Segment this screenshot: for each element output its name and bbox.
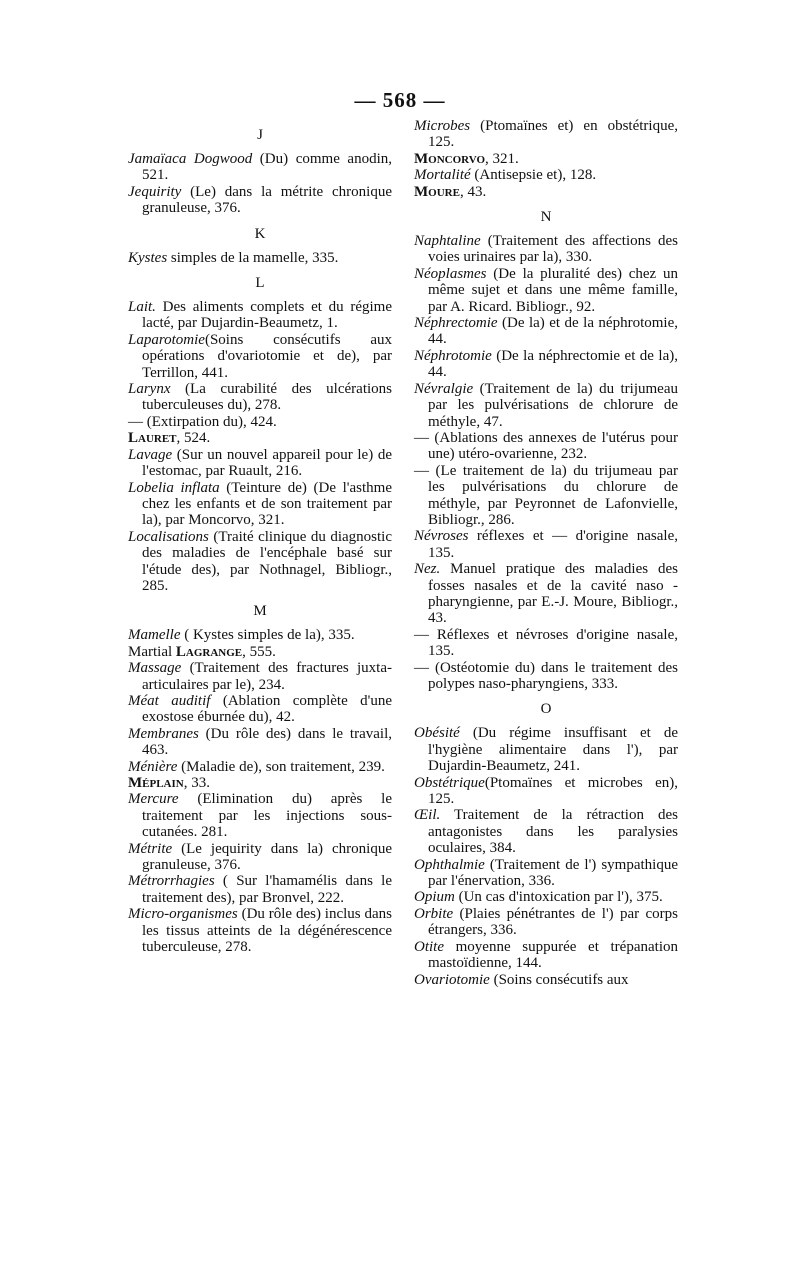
section-letter: O [540,701,552,718]
index-entry [128,906,392,955]
index-entry [128,430,392,446]
entry-text: (Soins consécutifs aux [489,971,629,988]
section-letter: K [254,225,266,242]
entry-text: (Traitement de la) du trijumeau par les pulvérisations de chlorure de méthyle, 47. [428,380,678,430]
entry-text: (Du rôle des) dans le travail, 463. [142,725,392,759]
entry-heading: Otite [414,938,444,955]
entry-text: (Antisepsie et), 128. [470,167,597,184]
entry-text: (Le) dans la métrite chronique granuleuse, 376. [142,183,392,217]
index-entry [414,561,678,627]
index-entry [414,381,678,430]
index-entry [414,889,678,905]
index-entry [414,972,678,988]
index-entry [414,167,678,183]
entry-heading: Kystes [128,249,168,266]
index-entry [414,348,678,381]
entry-text: , 321. [485,150,519,167]
index-entry [128,841,392,874]
section-letter: M [253,603,267,620]
index-entry [414,266,678,315]
entry-heading: Œil. [414,807,441,824]
entry-heading: Néoplasmes [414,265,487,282]
entry-text: — (Extirpation du), 424. [128,413,277,430]
entry-heading: Mercure [128,791,179,808]
entry-heading: Méat auditif [128,692,211,709]
index-entry [128,726,392,759]
entry-text: ( Sur l'hamamélis dans le traitement des), par Bronvel, 222. [142,873,392,906]
index-entry [128,529,392,595]
entry-heading: Orbite [414,905,454,922]
entry-text: (Un cas d'intoxication par l'), 375. [454,889,663,906]
index-entry [414,775,678,808]
entry-text: (Traitement des fractures juxta-articulaires par le), 234. [142,660,392,693]
index-entry [128,447,392,480]
index-entry [414,315,678,348]
entry-heading: Névroses [414,528,469,545]
index-entry [414,725,678,774]
index-entry [128,759,392,775]
entry-author: Lagrange [175,643,243,660]
entry-heading: Micro-organismes [128,906,238,923]
entry-heading: Localisations [128,528,209,545]
entry-heading: Nez. [414,561,441,578]
entry-heading: Lobelia inflata [128,479,220,496]
entry-text: (Ablation complète d'une exostose éburnée du), 42. [142,692,392,726]
entry-author: Moncorvo [414,150,485,167]
index-entry [128,660,392,693]
entry-text: (Du rôle des) inclus dans les tissus atteints de la dégénérescence tuberculeuse, 278. [142,906,392,956]
right-column [414,118,678,988]
entry-text: Traitement de la rétraction des antagonistes dans les paralysies oculaires, 384. [428,807,678,857]
entry-text: ( Kystes simples de la), 335. [180,627,355,644]
index-entry [128,381,392,414]
index-entry [414,627,678,660]
entry-heading: Obésité [414,725,460,742]
index-entry [414,939,678,972]
entry-author: Méplain [128,775,184,791]
entry-heading: Ménière [128,758,178,775]
entry-text: — (Ostéotomie du) dans le traitement des polypes naso-pharyngiens, 333. [414,659,678,692]
entry-text: simples de la mamelle, 335. [167,249,339,266]
entry-author: Lauret [128,430,177,447]
entry-heading: Ophthalmie [414,856,485,873]
entry-text: , 43. [459,183,487,200]
index-entry [128,775,392,791]
entry-heading: Métrite [128,840,173,857]
index-entry [128,480,392,529]
index-entry [414,906,678,939]
entry-text: Des aliments complets et du régime lacté, par Dujardin-Beaumetz, 1. [142,299,392,332]
index-entry [414,857,678,890]
entry-text: — (Ablations des annexes de l'utérus pour une) utéro-ovarienne, 232. [414,429,678,463]
entry-text: (Traitement des affections des voies urinaires par la), 330. [428,233,678,266]
index-entry [414,528,678,561]
entry-text: — Réflexes et névroses d'origine nasale, 135. [414,626,678,660]
entry-heading: Mamelle [128,627,181,644]
entry-text: (Ptomaïnes et microbes en), 125. [428,774,678,808]
entry-heading: Massage [128,660,182,677]
entry-text: , 33. [183,775,210,791]
entry-heading: Néphrectomie [414,315,498,332]
entry-heading: Naphtaline [414,233,481,250]
entry-text: (De la néphrectomie et de la), 44. [428,347,678,381]
index-entry [414,118,678,151]
entry-heading: Larynx [128,381,171,398]
entry-text: (Le jequirity dans la) chronique granuleuse, 376. [142,840,392,874]
section-letter: N [540,209,552,226]
entry-heading: Laparotomie [128,331,205,348]
entry-heading: Métrorrhagies [128,873,215,890]
entry-heading: Microbes [414,118,471,134]
entry-text: (Traitement de l') sympathique par l'énervation, 336. [428,856,678,890]
entry-text: (De la) et de la néphrotomie, 44. [428,315,678,348]
entry-text: réflexes et — d'origine nasale, 135. [428,528,678,561]
index-entry [128,873,392,906]
entry-heading: Lavage [128,446,173,463]
entry-text: (Maladie de), son traitement, 239. [177,758,385,775]
entry-heading: Jequirity [128,183,182,200]
entry-text: (De la pluralité des) chez un même sujet et dans une même famille, par A. Ricard. Bibliogr., 92. [428,265,678,315]
entry-heading: Opium [414,889,455,906]
index-entry [128,299,392,332]
index-entry [128,332,392,381]
entry-text: (Elimination du) après le traitement par les injections sous-cutanées. 281. [142,791,392,841]
index-entry [414,151,678,167]
entry-heading: Jamaïaca Dogwood [128,151,253,167]
entry-text: (Teinture de) (De l'asthme chez les enfants et de son traitement par la), par Moncorvo, 321. [142,479,392,529]
index-entry [128,644,392,660]
index-entry [128,693,392,726]
index-entry [414,233,678,266]
entry-heading: Membranes [128,725,199,742]
entry-text: (Du) comme anodin, 521. [142,151,392,184]
entry-text: Martial [128,643,176,660]
entry-text: , 524. [176,430,211,447]
index-entry [128,627,392,643]
index-entry [414,184,678,200]
entry-heading: Néphrotomie [414,347,492,364]
entry-text: (Traité clinique du diagnostic des maladies de l'encéphale basé sur l'étude des), par Nothnagel, Bibliogr., 285. [142,528,392,594]
entry-text: (Plaies pénétrantes de l') par corps étrangers, 336. [428,905,678,939]
index-entry [128,791,392,840]
entry-heading: Obstétrique [414,774,485,791]
entry-text: (Soins consécutifs aux opérations d'ovariotomie et de), par Terrillon, 441. [142,331,392,381]
entry-text: (Ptomaïnes et) en obstétrique, 125. [428,118,678,151]
page-number: — 568 — [354,88,446,112]
index-entry [128,151,392,184]
left-column [128,118,392,955]
entry-text: Manuel pratique des maladies des fosses nasales et de la cavité naso - pharyngienne, par E.-J. Moure, Bibliogr., 43. [428,561,678,627]
entry-heading: Ovariotomie [414,971,490,988]
entry-author: Moure [414,183,460,200]
index-entry [128,184,392,217]
section-letter: L [255,275,265,292]
index-entry [414,430,678,463]
entry-heading: Lait. [128,299,156,316]
index-entry [128,414,392,430]
index-entry [414,660,678,693]
entry-text: moyenne suppurée et trépanation mastoïdienne, 144. [428,938,678,972]
index-entry [128,250,392,266]
entry-text: , 555. [242,643,276,660]
entry-text: (La curabilité des ulcérations tuberculeuses du), 278. [142,381,392,414]
section-letter: J [257,127,263,143]
entry-heading: Mortalité [414,167,471,184]
index-entry [414,807,678,856]
index-entry [414,463,678,529]
entry-text: (Sur un nouvel appareil pour le) de l'estomac, par Ruault, 216. [142,446,392,480]
entry-heading: Névralgie [414,380,474,397]
entry-text: — (Le traitement de la) du trijumeau par les pulvérisations du chlorure de méthyle, par Peyronnet de Lafonvielle, Bibliogr., 286. [414,462,678,528]
entry-text: (Du régime insuffisant et de l'hygiène alimentaire dans l'), par Dujardin-Beaumetz, 241. [428,725,678,775]
